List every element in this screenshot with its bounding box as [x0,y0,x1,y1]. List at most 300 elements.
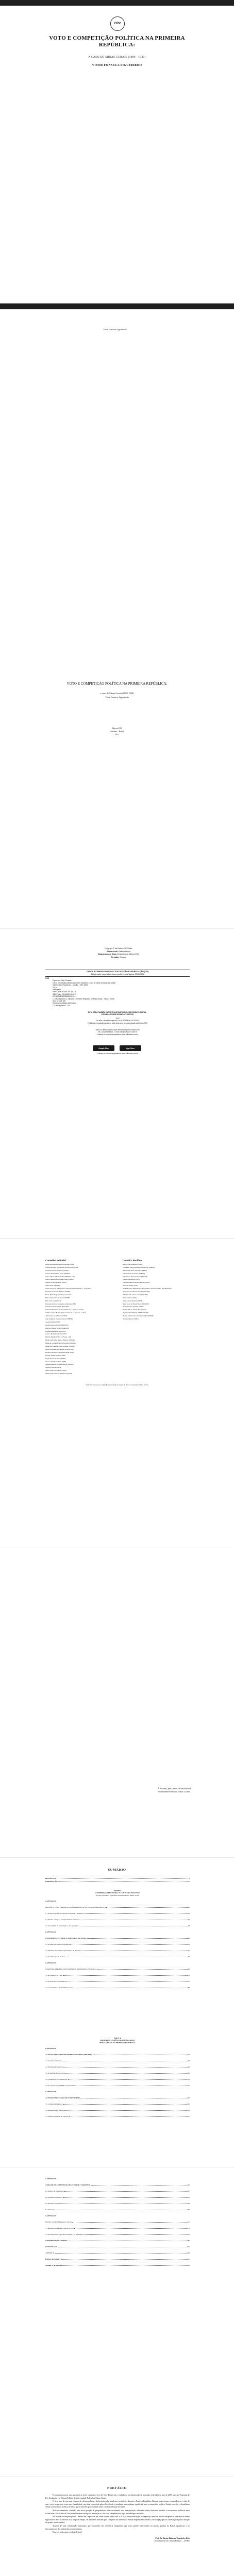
toc-entry-title: 4.3 A distribuição dos votos [45,2072,65,2074]
title-page [0,619,234,928]
toc-page-number: 137 [187,2115,190,2117]
preface-signature: Prof. Dr. Bruno Pinheiro Wanderley Reis [155,2537,190,2539]
toc-page-number: 191 [187,2246,190,2248]
toc-entry[interactable] [45,2258,190,2260]
catalog-line: Índice para catálogo sistemático [53,1002,76,1005]
toc-page-2 [0,2167,234,2477]
board-member: Aldira Guimarães Duarte Domínguez (UNB) [45,1263,75,1265]
board-member: Regina Célia Faria Amaro Giora (MACKENZIE) [123,1315,154,1317]
board-member: Élsio José Corá (UFFS) [45,1299,61,1302]
board-member: Virgínia Kastrup (UFRJ) [123,1318,139,1320]
toc-leader [80,2097,187,2098]
toc-page-number: 83 [188,1987,190,1989]
toc-entry-title: 3.3 Coronelismo e mandonismo local [45,1987,72,1989]
toc-entry-title: CAPÍTULO 2 [45,1931,56,1933]
catalog-line: Vitor Fonseca Figueiredo – Curitiba : CRV, 2023. [53,984,88,987]
toc-entry[interactable] [45,1925,190,1927]
toc-entry[interactable] [45,1900,190,1902]
board-member: Maria Cristina dos Santos Bezerra (UFSCar) [45,1339,75,1342]
toc-entry[interactable] [45,2178,190,2180]
publisher-name: Editora CRV [111,727,123,730]
preface-paragraph: É com muito prazer que apresento ao leitor o primeiro livro de Vitor Figueiredo, resultado de sua dissertação de mestrado, defendida no ano de 2019 junto ao Programa de Pós-Graduação em Ciência Política da Universidade Federal de Minas Gerais. [45,2494,190,2499]
toc-entry[interactable] [45,1919,190,1921]
toc-leader [63,2196,187,2198]
toc-page-number: 31 [188,1912,190,1914]
toc-entry[interactable] [45,1877,190,1879]
toc-entry-title: CAPÍTULO 3 [45,1962,56,1964]
part2-title: PRIMEIRAS EVIDÊNCIAS EMPÍRICAS DE [100,2039,135,2042]
board-member: Tania Suely Azevedo Brasileiro (UFOPA) [45,1372,73,1375]
toc-entry[interactable] [45,1906,190,1908]
toc-entry-title: APÊNDICE [45,2252,54,2254]
toc-entry[interactable] [45,2227,190,2229]
catalog-line: DOI 10.24824/978652515112.2 [53,995,76,998]
toc-leader [79,1919,188,1920]
toc-entry[interactable] [45,2097,190,2099]
toc-entry-title: CONSIDERAÇÕES FINAIS [45,2240,67,2242]
toc-leader [65,2072,187,2074]
toc-page-number: 91 [188,2054,190,2056]
toc-entry-title: 4.1 Os dados eleitorais [45,2060,61,2062]
catalog-line: Voto e competição política na primeira república: o caso de Minas Gerais (1889-1930) / [53,981,116,984]
toc-entry-title: CAPÍTULO 4 [45,2047,56,2049]
contact-line: Tel.: (41) 3039-6418 – E-mail: sac@editoracrv.com.br [98,1031,137,1033]
toc-page-1 [0,1858,234,2167]
catalog-code: F475 [45,977,49,979]
cover-top-bar [0,0,234,6]
board-member: Jacqueline de Oliveira Moreira (PUC-SP) [123,1291,150,1293]
toc-entry[interactable] [45,2209,190,2211]
toc-entry-title: 3.2 A Tarasca e as dissidências [45,1980,67,1982]
toc-leader [77,2084,187,2086]
board-member: Marcelo Paixão (UFRJ e UTexas – US) [45,1336,72,1338]
toc-page-number: 171 [187,2221,190,2223]
toc-entry[interactable] [45,1937,190,1939]
board-member: Fernando Antônio Gonçalves Alcoforado (IPB) [45,1302,76,1305]
toc-page-number: 117 [187,2084,190,2087]
google-play-badge[interactable] [93,1045,114,1051]
toc-leader [60,2264,187,2266]
board-member: Monilly Ramos Araujo Melo (UFCG) [123,1309,146,1311]
toc-entry-title: SOBRE O AUTOR [45,2264,60,2266]
preface-title: PREFÁCIO [107,2486,127,2490]
board-member: Carmen Tereza Velanga (UNIR) [45,1281,66,1284]
toc-entry-title: 4.5 A votação dos candidatos oposicionistas [45,2084,76,2087]
toc-entry[interactable] [45,2264,190,2266]
app-store-badge[interactable] [120,1045,141,1051]
toc-entry[interactable] [45,1980,190,1982]
dedication-line-2: e companheirismo de todos os dias. [157,1790,191,1793]
toc-entry-title: REFERÊNCIAS [45,2246,57,2248]
toc-entry[interactable] [45,1962,190,1964]
toc-entry[interactable] [45,2072,190,2074]
toc-leader [106,1906,187,1908]
board-member: Elione Maria Nogueira Diogenes (UFAL) [45,1293,72,1296]
toc-entry-title: ÍNDICE REMISSIVO [45,2258,62,2260]
board-member: Gloria Fariñas León (Universidade de La Havana – Cuba) [45,1309,83,1311]
dedication-page [0,1548,234,1857]
toc-entry-title: 1.3 O problema da competição e das oposições [45,1925,78,1927]
review-footnote: Este livro passou por avaliação e aprovação às cegas de dois ou mais pareceristas ad hoc. [86,1384,149,1386]
revision-label: Revisão: [111,956,119,958]
board-member: Josania Portela (UFPI) [45,1320,61,1323]
cover-subtitle: A CASO DE MINAS GERAIS (1889 - 1930) [88,56,146,59]
board-member: Luciano Rodrigues Costa (UFV) [45,1333,66,1335]
toc-leader [58,1880,188,1882]
toc-entry-title: 5.2 Resultados por distrito [45,2109,64,2111]
toc-entry-title: 1.2 Fraude, coerção e comparecimento eleitoral [45,1919,79,1921]
toc-entry-title: CAPÍTULO 1 [45,1900,56,1902]
catalog-line: 1. Ciência política 2. Eleições 3. Primeira República 4. Minas Gerais I. Título II. Série. [53,997,115,1000]
board-member: Edna Lúcia Tinoco Ponciano (UERJ) [123,1269,147,1272]
half-title-page [0,310,234,619]
toc-page-number: 131 [187,2109,190,2111]
board-member: Antônio Pereira Gaio Júnior (UFRRJ) [45,1272,70,1275]
title-page-subtitle: o caso de Minas Gerais (1889-1930) [100,692,134,694]
board-member: Sydione Santos (UEPG) [45,1366,62,1369]
title-page-publisher [56,727,178,736]
toc-entry[interactable] [45,2196,190,2198]
catalog-librarian: Bibliotecária responsável: Luzenira Alves dos Santos CRB9/1506 [91,973,144,975]
toc-page-number: 147 [187,2190,190,2192]
toc-entry-title: 5.1 O eleitorado mineiro [45,2103,63,2105]
toc-leader [56,2209,187,2210]
toc-page-number: 199 [187,2252,190,2254]
toc-page-number: 9 [189,1877,190,1879]
preface-paragraph: Desejo a todos uma excelente leitura! [53,2531,82,2534]
toc-entry[interactable] [45,1931,190,1933]
board-member: Sérgio Nunes de Jesus (IFRO) [45,1357,66,1360]
board-member: Francisco Nilton Gomes Oliveira (UFSM) [123,1281,150,1284]
toc-leader [55,1877,189,1879]
part2-title-2: MINAS GERAIS NA PRIMEIRA REPÚBLICA [99,2041,136,2044]
launches-line: Conheça os nossos lançamentos: www.editoracrv.com.br [96,1033,139,1036]
half-title-author: Vitor Fonseca Figueiredo [103,328,127,331]
board-member: Fauston Negreiros (UFPI) [123,1278,140,1281]
preface-paragraph: O livro trata de um tema clássico da ciência política e da historiografia brasileiras: as eleições durante a Primeira República. Durante muito tempo, consolidou-se a visão de que o voto, no período, seria mera formalidade, um ritual controlado pelas elites locais e estaduais, sem qualquer significado para a competição política. Fraude, coerção e clientelismo seriam as marcas do sistema, de modo que as eleições pouco diriam sobre a real distribuição de poder. [45,2500,190,2509]
preface-body [45,2494,190,2543]
publication-year: 2023 [115,733,119,736]
toc-page-number: 165 [187,2209,190,2211]
download-notice: Conheça os nossos lançamentos: www.editoracrv.com.br [96,1053,139,1055]
board-member: Cesar Gerónimo Tello (Univer. Nacional Três de Febrero – Argentina) [45,1287,91,1290]
toc-page-number: 111 [187,2078,190,2080]
toc-leader [63,2103,187,2105]
dedication-line-1: À Juliana, pelo amor incondicional [158,1787,191,1790]
toc-entry[interactable] [45,2060,190,2062]
publisher-logo-icon [110,16,125,31]
toc-entry[interactable] [45,2115,190,2117]
toc-entry[interactable] [45,2246,190,2248]
toc-page-number: 145 [187,2184,190,2186]
toc-entry[interactable] [45,2215,190,2217]
board-member: Francisco Carlos Duarte (PUC-PR) [45,1306,69,1308]
toc-leader [66,1956,188,1957]
contact-block [45,1029,190,1036]
toc-page-number: 37 [188,1919,190,1921]
toc-leader [55,2252,187,2253]
catalog-record [45,977,190,1007]
publisher-city: Curitiba – Brasil [110,730,124,733]
toc-page-number: 179 [187,2233,190,2235]
toc-entry-title: O SISTEMA ELEITORAL E AS REGRAS DO JOGO [45,1937,86,1939]
toc-entry-title: 1.1 A historiografia das eleições na Primeira República [45,1912,84,1914]
editor-label: Editor-chefe: [106,950,118,953]
cover-bottom-bar [0,303,234,309]
board-member: Maria Lília Imbiriba Sousa Colares (UFOPA) [45,1345,75,1348]
toc-page-number: 105 [187,2072,190,2074]
toc-leader [62,2258,186,2260]
app-notice: CONHEÇA E BAIXE NOSSO APLICATIVO! [101,1013,134,1016]
part1-title: COMPETIÇÃO ELEITORAL E CONTEXTO POLÍTICO [95,1892,140,1894]
toc-leader [91,2184,187,2185]
rights-block [45,1011,190,1024]
cover-author: VITOR FONSECA FIGUEIREDO [92,64,142,67]
board-member: Maria Alves de Toledo Bruns (FFCLRP) [123,1302,149,1305]
board-member: Solange Helena Ximenes-Rocha (UFOPA) [45,1363,74,1366]
board-member: Lourdes Helena da Silva (UFV) [45,1330,66,1332]
toc-entry[interactable] [45,1880,190,1883]
toc-entry[interactable] [45,2084,190,2087]
toc-entry-title: PREFÁCIO [45,1877,55,1879]
toc-page-number: 69 [188,1968,190,1970]
google-play-label: Google Play [98,1047,109,1049]
toc-page-number: 185 [187,2240,190,2242]
toc-entry[interactable] [45,2066,190,2068]
toc-entry-title: ELITES, CLIENTELISMO E VOTO [45,2221,72,2223]
toc-leader [72,1987,188,1988]
preface-paragraph: Ao analisar as eleições para a Câmara dos Deputados em Minas Gerais entre 1894 e 1930, o autor mostra que a competição eleitoral não era desprezível e variava de forma significativa entre os distritos e ao longo do tempo. Os resultados indicam que, a despeito do domínio do Partido Republicano Mineiro, havia espaço para a contestação e para a atuação de grupos oposicionistas. [45,2516,190,2524]
toc-entry-title: ELEIÇÕES, VOTO E REPRESENTAÇÃO POLÍTICA NA PRIMEIRA REPÚBLICA [45,1906,106,1908]
board-member: Eduardo Fernandes Barbosa (UFMG) [45,1291,71,1293]
toc-page-number: 13 [188,1880,190,1883]
title-page-title: VOTO E COMPETIÇÃO POLÍTICA NA PRIMEIRA REPÚBLICA: [66,682,168,686]
preface-paragraph: Mais recentemente, contudo, uma nova geração de pesquisadores vem revisitando essa interpretação, utilizando dados eleitorais inéditos e ferramentas analíticas mais sofisticadas. O trabalho de Vitor se insere nesse esforço de renovação e o faz com competência e rigor metodológico notáveis. [45,2509,190,2515]
toc-entry-title: AS ELEIÇÕES ESTADUAIS E MUNICIPAIS [45,2097,80,2099]
toc-leader [97,1968,188,1970]
board-member: João Adalberto Campato Junior (UNESP) [45,1318,73,1320]
toc-leader [56,2202,187,2204]
toc-leader [63,1974,188,1976]
toc-entry[interactable] [45,2202,190,2205]
toc-entry[interactable] [45,2091,190,2093]
part1-subtitle: eleições, partidos e engenharia institucional em Minas Gerais [95,1894,140,1896]
toc-entry-title: 6.4 Discussão [45,2209,55,2211]
app-store-badges [93,1045,141,1051]
part1-heading [45,1890,190,1896]
toc-leader [64,2109,187,2111]
toc-entry-title: 6.1 Índices de competição [45,2190,64,2192]
board-member: Carlos Alberto Vilar Estêvão (UMINHO – PT) [45,1275,75,1278]
board-member: Leonel Severo Rocha (UNISINOS) [45,1324,69,1326]
board-member: Maria de Lourdes Pinto de Almeida (UNOESC) [45,1342,77,1345]
council-title: Conselho Editorial: [45,1259,67,1262]
board-member: Carlos Federico Domínguez Avila (Unieuro) [45,1278,74,1281]
toc-leader [72,2221,187,2223]
toc-leader [64,2190,187,2192]
toc-entry-title: O PARTIDO REPUBLICANO MINEIRO E A DINÂMICA ESTADUAL [45,1968,97,1970]
board-member: Christiane Carrijo Eckhardt Mouammar (UNESP) [123,1266,155,1268]
committee-title: Comitê Científico: [123,1259,143,1262]
toc-entry-title: 2.2 Distritos eleitorais e representação da minoria [45,1950,80,1952]
legal-deposit: Foi feito o depósito legal conf. Lei nº 10.994 de 14/12/2004 [96,1020,139,1022]
toc-entry[interactable] [45,1943,190,1945]
toc-entry-title: ANÁLISE DA COMPETIÇÃO ELEITORAL: VARIÁVEIS [45,2184,90,2186]
dedication [108,1787,191,1793]
cover-title: VOTO E COMPETIÇÃO POLÍTICA NA PRIMEIRA REPÚBLICA: [49,35,185,48]
toc-entry[interactable] [45,1956,190,1958]
committee-list [123,1263,174,1321]
board-member: Paulo Romualdo Hernandes (UNIFAL-MG) [45,1348,74,1350]
board-member: Helmuth Krüger (UCP) [123,1284,138,1287]
toc-entry[interactable] [45,2190,190,2192]
toc-page-number: 99 [188,2066,190,2068]
toc-entry[interactable] [45,2240,190,2242]
catalog-lines [45,979,190,1007]
toc-leader [87,1937,188,1939]
board-member: Anselmo Alencar Colares (UFOPA) [45,1269,69,1272]
toc-title: SUMÁRIO [108,1868,126,1872]
rights-year: 2023 [115,1017,120,1020]
board-member: Guillermo Arias Beatón (Universidade de La Havana – Cuba) [45,1312,86,1314]
part2-label: PARTE II [113,2037,122,2039]
board-member: Andrea Vieira Zanella (UFSC) [123,1263,143,1265]
toc-page-number: 173 [187,2227,190,2229]
toc-entry[interactable] [45,2103,190,2105]
toc-entry-title: INTRODUÇÃO [45,1880,58,1883]
toc-entry[interactable] [45,2047,190,2049]
design-name: Designers da Editora CRV [117,953,139,955]
catalog-title: DADOS INTERNACIONAIS DE CATALOGAÇÃO NA PUBLICAÇÃO (CIP) [86,971,149,973]
toc-page-number: 209 [187,2264,190,2266]
cover-page [0,0,234,309]
board-member: Olga Ceciliato Mattioli (ASSIS/UNESP) [123,1312,148,1314]
toc-entry-title: 6.3 Resultados [45,2202,56,2205]
toc-entry-title: AS ELEIÇÕES FEDERAIS EM MINAS GERAIS (1894-1930) [45,2054,92,2056]
board-member: Marcelo Porto (UEG) [123,1296,137,1299]
reserved-notice: Todos os direitos desta edição reservados pela: Editora CRV [95,1029,140,1031]
council-list [45,1263,97,1376]
part1-label: PARTE I [114,1890,121,1892]
toc-page-number: 43 [188,1925,190,1927]
board-member: Ilana Mountian (Manchester Metropolitan University, MMU, Grã-Bretanha) [123,1287,172,1290]
toc-entry-title: CAPÍTULO 5 [45,2091,56,2093]
copyright-line: Copyright © da Editora CRV Ltda. [105,947,132,950]
toc-entry-title: 5.3 Padrões regionais de votação [45,2115,69,2117]
board-member: Mariana Lopez Teixeira (UFSC) [123,1306,144,1308]
app-store-label: App Store [126,1047,135,1049]
toc-entry-title: 2.1 A legislação eleitoral republicana [45,1943,72,1945]
toc-entry[interactable] [45,1987,190,1989]
catalog-line: ISBN Físico 978-65-251-5112-2 [53,993,76,995]
copyright-page [0,929,234,1238]
catalog-line: Figueiredo, Vitor Fonseca. [53,979,72,982]
toc-entry[interactable] [45,2109,190,2111]
toc-entry[interactable] [45,2078,190,2080]
board-member: João Ricardo Lebert Cozac (PUC-SP) [123,1293,148,1296]
toc-entry-title: 4.2 Participação eleitoral [45,2066,63,2068]
board-member: Renato Francisco dos Santos Paula (UFG) [45,1351,74,1353]
part2-heading [45,2037,190,2044]
toc-leader [68,2078,187,2080]
toc-entry[interactable] [45,1950,190,1952]
toc-page-number: 93 [188,2060,190,2062]
toc-page-number: 205 [187,2258,190,2260]
toc-leader [68,2240,187,2241]
toc-page-number: 63 [188,1956,190,1958]
board-member: Marcia Alves Tassinari (USU) [123,1299,142,1302]
toc-entry[interactable] [45,1968,190,1970]
toc-leader [63,2066,188,2067]
toc-page-number: 49 [188,1937,190,1939]
toc-leader [85,1912,188,1914]
toc-entry-title: CAPÍTULO 7 [45,2215,56,2217]
toc-page-number: 77 [188,1980,190,1982]
design-label: Diagramação e Capa: [98,953,117,955]
toc-entry[interactable] [45,1912,190,1914]
board-member: Jailson Alves dos Santos (UFRJ) [45,1315,68,1317]
catalog-line: 1. Ciência política – 320 [53,1004,71,1007]
toc-entry[interactable] [45,2184,190,2186]
catalog-line: 210 p. [53,986,57,989]
board-member: Érico Bruno Viana Campos (UNESP) [123,1275,147,1278]
toc-leader [84,2233,187,2235]
toc-entry[interactable] [45,2233,190,2235]
toc-leader [62,2060,188,2061]
board-member: Celso Conti (UFSCar) [45,1284,60,1287]
toc-entry[interactable] [45,2054,190,2056]
toc-leader [58,2246,187,2247]
toc-leader [93,2054,188,2055]
board-member: Lídia de Oliveira Xavier (UNIEURO) [45,1327,69,1329]
preface-paragraph: Trata-se de uma contribuição importante, que certamente será referência obrigatória para todos aqueles interessados na história política do Brasil republicano e no funcionamento das instituições representativas. [45,2524,190,2530]
toc-entry[interactable] [45,2221,190,2223]
catalog-line: Bibliografia [53,989,61,991]
toc-entry-title: CAPÍTULO 6 [45,2178,56,2180]
title-page-author: Vitor Fonseca Figueiredo [105,696,129,699]
toc-leader [72,1943,187,1945]
toc-leader [69,2115,187,2117]
toc-page-number: 57 [188,1950,190,1952]
catalog-line: CDU 32 CDD 320 [53,1000,66,1003]
toc-page-number: 159 [187,2202,190,2205]
revision-line [77,956,160,959]
revision-name: O Autor [119,956,126,958]
toc-entry[interactable] [45,1974,190,1976]
toc-page-number: 123 [187,2097,190,2099]
editor-name: Railson Moura [119,950,131,953]
toc-page-number: 125 [187,2103,190,2105]
toc-entry-title: 6.2 Modelos estatísticos [45,2196,62,2198]
board-member: Tadeu Oliver Gonçalves (UFPA) [45,1369,66,1372]
logo-text: CRV [114,22,121,25]
toc-entry-title: 7.1 Recursos políticos e controle do voto [45,2227,74,2229]
board-member: Andréia da Silva Quintanilha Sousa (UNIR/UFRN) [45,1266,79,1268]
toc-entry-title: 2.3 A verificação de poderes [45,1956,65,1958]
toc-leader [79,1925,188,1926]
board-member: Edson Olivari de Castro (UNESP) [123,1272,145,1275]
preface-affiliation: Departamento de Ciência Política — UFMG [154,2540,190,2543]
preface-page [0,2477,234,2576]
toc-page-number: 153 [187,2196,190,2198]
toc-entry-title: 7.2 A relação entre o governo estadual e os municípios [45,2233,84,2235]
board-member: Rodrigo Pratte-Santos (UFES) [45,1354,66,1357]
toc-entry[interactable] [45,2252,190,2254]
toc-page-number: 51 [188,1943,190,1945]
reproduction-notice: Proibida a reprodução parcial ou total desta obra sem autorização da Editora CRV [87,1022,148,1024]
catalog-header [45,969,190,977]
credits-block [77,947,160,959]
